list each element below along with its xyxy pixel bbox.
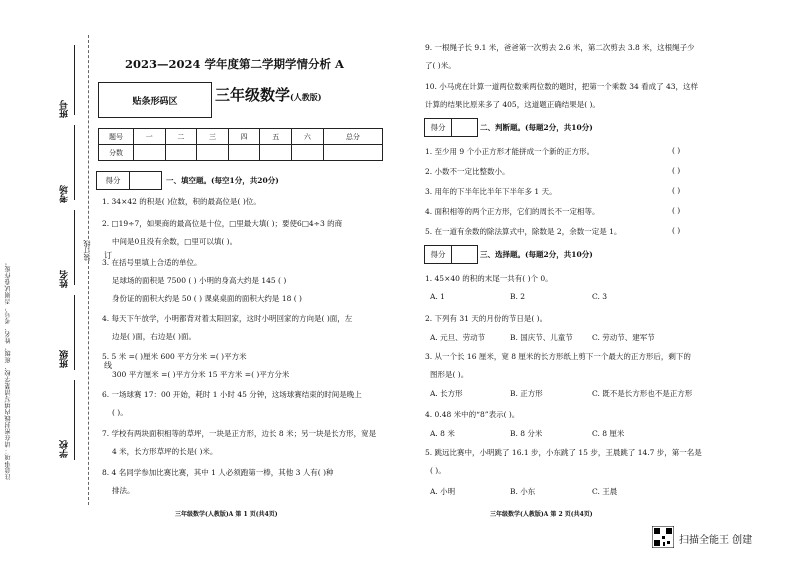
score-table bbox=[98, 128, 383, 161]
section2-score-box bbox=[424, 118, 478, 137]
judge-answer-5[interactable]: ( ) bbox=[672, 226, 681, 235]
score-cell[interactable] bbox=[165, 145, 197, 161]
fill-question-9: 9. 一根绳子长 9.1 米，爸爸第一次剪去 2.6 米，第二次剪去 3.8 米，这根绳子少 bbox=[425, 43, 695, 52]
choice-option-2c[interactable]: C. 劳动节、建军节 bbox=[592, 333, 655, 342]
choice-option-3a[interactable]: A. 长方形 bbox=[430, 389, 463, 398]
choice-option-4a[interactable]: A. 8 米 bbox=[430, 429, 455, 438]
section1-title: 一、填空题。(每空1分，共20分) bbox=[166, 176, 279, 185]
choice-option-4b[interactable]: B. 8 分米 bbox=[510, 429, 543, 438]
choice-question-4: 4. 0.48 米中的“8”表示( )。 bbox=[425, 410, 520, 419]
choice-question-3-cont: 图形是( )。 bbox=[430, 370, 469, 379]
subject-edition: (人教版) bbox=[290, 92, 322, 102]
barcode-area bbox=[98, 82, 212, 118]
choice-question-3: 3. 从一个长 16 厘米，宽 8 厘米的长方形纸上剪下一个最大的正方形后，剩下的 bbox=[425, 352, 691, 361]
section1-score-input[interactable] bbox=[130, 172, 161, 189]
sidebar-line-examno[interactable] bbox=[74, 125, 75, 200]
choice-option-5c[interactable]: C. 王晨 bbox=[592, 487, 618, 496]
choice-question-5-cont: ( )。 bbox=[430, 466, 446, 475]
choice-option-1b[interactable]: B. 2 bbox=[510, 292, 526, 301]
subject-title bbox=[215, 84, 322, 105]
score-header-cell: 题号 bbox=[99, 129, 134, 145]
choice-option-2b[interactable]: B. 国庆节、儿童节 bbox=[510, 333, 573, 342]
fill-question-2: 2. □19÷7，如果商的最高位是十位，□里最大填( )；要使6□4÷3 的商 bbox=[102, 219, 343, 228]
judge-question-3: 3. 用年的下半年比半年下半年多 1 天。 bbox=[425, 187, 557, 196]
sidebar-line-school[interactable] bbox=[74, 380, 75, 460]
score-cell[interactable] bbox=[323, 145, 382, 161]
sidebar-label-school: 学校 bbox=[60, 440, 70, 458]
section3-score-input[interactable] bbox=[452, 246, 477, 263]
score-header-cell: 六 bbox=[292, 129, 324, 145]
binding-dashed-line bbox=[88, 35, 89, 505]
section2-score-input[interactable] bbox=[452, 119, 477, 136]
fill-question-6-cont: ( )。 bbox=[112, 408, 128, 417]
subject-name: 三年级数学 bbox=[215, 86, 291, 104]
section3-score-box bbox=[424, 245, 478, 264]
fill-question-6: 6. 一场球赛 17：00 开始，耗时 1 小时 45 分钟，这场球赛结束的时间是晚上 bbox=[102, 390, 362, 399]
score-cell[interactable] bbox=[260, 145, 292, 161]
choice-question-2: 2. 下列有 31 天的月份的节日是( )。 bbox=[425, 314, 548, 323]
judge-answer-2[interactable]: ( ) bbox=[672, 166, 681, 175]
sidebar-line-name[interactable] bbox=[74, 210, 75, 285]
judge-question-1: 1. 至少用 9 个小正方形才能拼成一个新的正方形。 bbox=[425, 147, 595, 156]
right-page-footer: 三年级数学(人教版)A 第 2 页(共4页) bbox=[490, 511, 593, 518]
fill-question-4-cont: 边是( )面，右边是( )面。 bbox=[112, 332, 196, 341]
judge-question-5: 5. 在一道有余数的除法算式中，除数是 2，余数一定是 1。 bbox=[425, 227, 622, 236]
left-page-footer: 三年级数学(人教版)A 第 1 页(共4页) bbox=[175, 511, 278, 518]
judge-answer-1[interactable]: ( ) bbox=[672, 146, 681, 155]
binding-mark-xian: 线 bbox=[104, 361, 112, 370]
sidebar-line-grade[interactable] bbox=[74, 295, 75, 370]
section1-score-box bbox=[96, 171, 162, 190]
sidebar-label-examno: 考场 bbox=[60, 185, 70, 203]
fill-question-3-line1: 足球场的面积是 7500 ( ) 小明的身高大约是 145 ( ) bbox=[112, 276, 287, 285]
choice-option-1a[interactable]: A. 1 bbox=[430, 292, 445, 301]
fill-question-5: 5. 5 米 =( )厘米 600 平方分米 =( )平方米 bbox=[102, 352, 247, 361]
score-header-cell: 总分 bbox=[323, 129, 382, 145]
barcode-label: 贴条形码区 bbox=[132, 96, 178, 107]
section2-score-label: 得分 bbox=[425, 119, 452, 136]
score-table-header-row bbox=[99, 129, 383, 145]
sidebar-label-name: 姓名 bbox=[60, 270, 70, 288]
choice-question-1: 1. 45×40 的积的末尾一共有( )个 0。 bbox=[425, 274, 553, 283]
fill-question-10-cont: 计算的结果比原来多了 405，这道题正确结果是( )。 bbox=[425, 100, 600, 109]
score-cell[interactable] bbox=[228, 145, 260, 161]
choice-option-1c[interactable]: C. 3 bbox=[592, 292, 608, 301]
binding-notice: 注意事项：请在密封线内填写清楚学校、班级、姓名、考号，否则试卷作废。 bbox=[5, 259, 12, 480]
fill-question-9-cont: 了( )米。 bbox=[425, 61, 456, 70]
judge-answer-4[interactable]: ( ) bbox=[672, 206, 681, 215]
fill-question-8-cont: 排法。 bbox=[112, 486, 135, 495]
choice-option-2a[interactable]: A. 元旦、劳动节 bbox=[430, 333, 486, 342]
fill-question-2-cont: 中间是0且没有余数，□里可以填( )。 bbox=[112, 237, 238, 246]
sidebar-label-class: 班号 bbox=[60, 100, 70, 118]
choice-option-3c[interactable]: C. 既不是长方形也不是正方形 bbox=[592, 389, 693, 398]
judge-question-4: 4. 面积相等的两个正方形，它们的周长不一定相等。 bbox=[425, 207, 600, 216]
fill-question-5-line2: 300 平方厘米 =( )平方分米 15 平方米 =( )平方分米 bbox=[112, 370, 290, 379]
fill-question-3: 3. 在括号里填上合适的单位。 bbox=[102, 258, 202, 267]
binding-mark-text: 装订线 bbox=[83, 240, 91, 261]
score-cell[interactable] bbox=[292, 145, 324, 161]
section3-title: 三、选择题。(每题2分，共10分) bbox=[480, 250, 593, 259]
score-table-score-row bbox=[99, 145, 383, 161]
sidebar-line-class[interactable] bbox=[74, 45, 75, 115]
fill-question-4: 4. 每天下午放学，小明都背对着太阳回家，这时小明回家的方向是( )面，左 bbox=[102, 314, 353, 323]
exam-title: 2023—2024 学年度第二学期学情分析 A bbox=[125, 57, 344, 71]
judge-answer-3[interactable]: ( ) bbox=[672, 186, 681, 195]
fill-question-7: 7. 学校有两块面积相等的草坪，一块是正方形，边长 8 米；另一块是长方形，宽是 bbox=[102, 429, 377, 438]
score-header-cell: 一 bbox=[134, 129, 166, 145]
section3-score-label: 得分 bbox=[425, 246, 452, 263]
choice-question-5: 5. 跳远比赛中，小明跳了 16.1 步，小东跳了 15 步，王晨跳了 14.7 步，第一名是 bbox=[425, 448, 702, 457]
choice-option-5b[interactable]: B. 小东 bbox=[510, 487, 536, 496]
score-header-cell: 五 bbox=[260, 129, 292, 145]
judge-question-2: 2. 小数不一定比整数小。 bbox=[425, 167, 510, 176]
fill-question-1: 1. 34×42 的积是( )位数，积的最高位是( )位。 bbox=[102, 197, 261, 206]
score-row-label: 分数 bbox=[99, 145, 134, 161]
binding-mark-ding: 订 bbox=[104, 251, 112, 260]
score-cell[interactable] bbox=[134, 145, 166, 161]
fill-question-3-line2: 身份证的面积大约是 50 ( ) 课桌桌面的面积大约是 18 ( ) bbox=[112, 294, 302, 303]
sidebar-label-grade: 班级 bbox=[60, 350, 70, 368]
section2-title: 二、判断题。(每题2分，共10分) bbox=[480, 123, 593, 132]
section1-score-label: 得分 bbox=[97, 172, 130, 189]
fill-question-8: 8. 4 名同学参加比赛比赛，其中 1 人必须跑第一棒，其他 3 人有( )种 bbox=[102, 468, 334, 477]
choice-option-3b[interactable]: B. 正方形 bbox=[510, 389, 543, 398]
score-header-cell: 二 bbox=[165, 129, 197, 145]
choice-option-5a[interactable]: A. 小明 bbox=[430, 487, 456, 496]
scanner-watermark: 扫描全能王 创建 bbox=[679, 535, 753, 546]
fill-question-10: 10. 小马虎在计算一道两位数乘两位数的题时，把第一个乘数 34 看成了 43，这样 bbox=[425, 82, 699, 91]
fill-question-7-cont: 4 米，长方形草坪的长是( )米。 bbox=[112, 447, 218, 456]
score-header-cell: 四 bbox=[228, 129, 260, 145]
choice-option-4c[interactable]: C. 8 厘米 bbox=[592, 429, 625, 438]
score-cell[interactable] bbox=[197, 145, 229, 161]
score-header-cell: 三 bbox=[197, 129, 229, 145]
qr-code-icon bbox=[652, 526, 674, 548]
